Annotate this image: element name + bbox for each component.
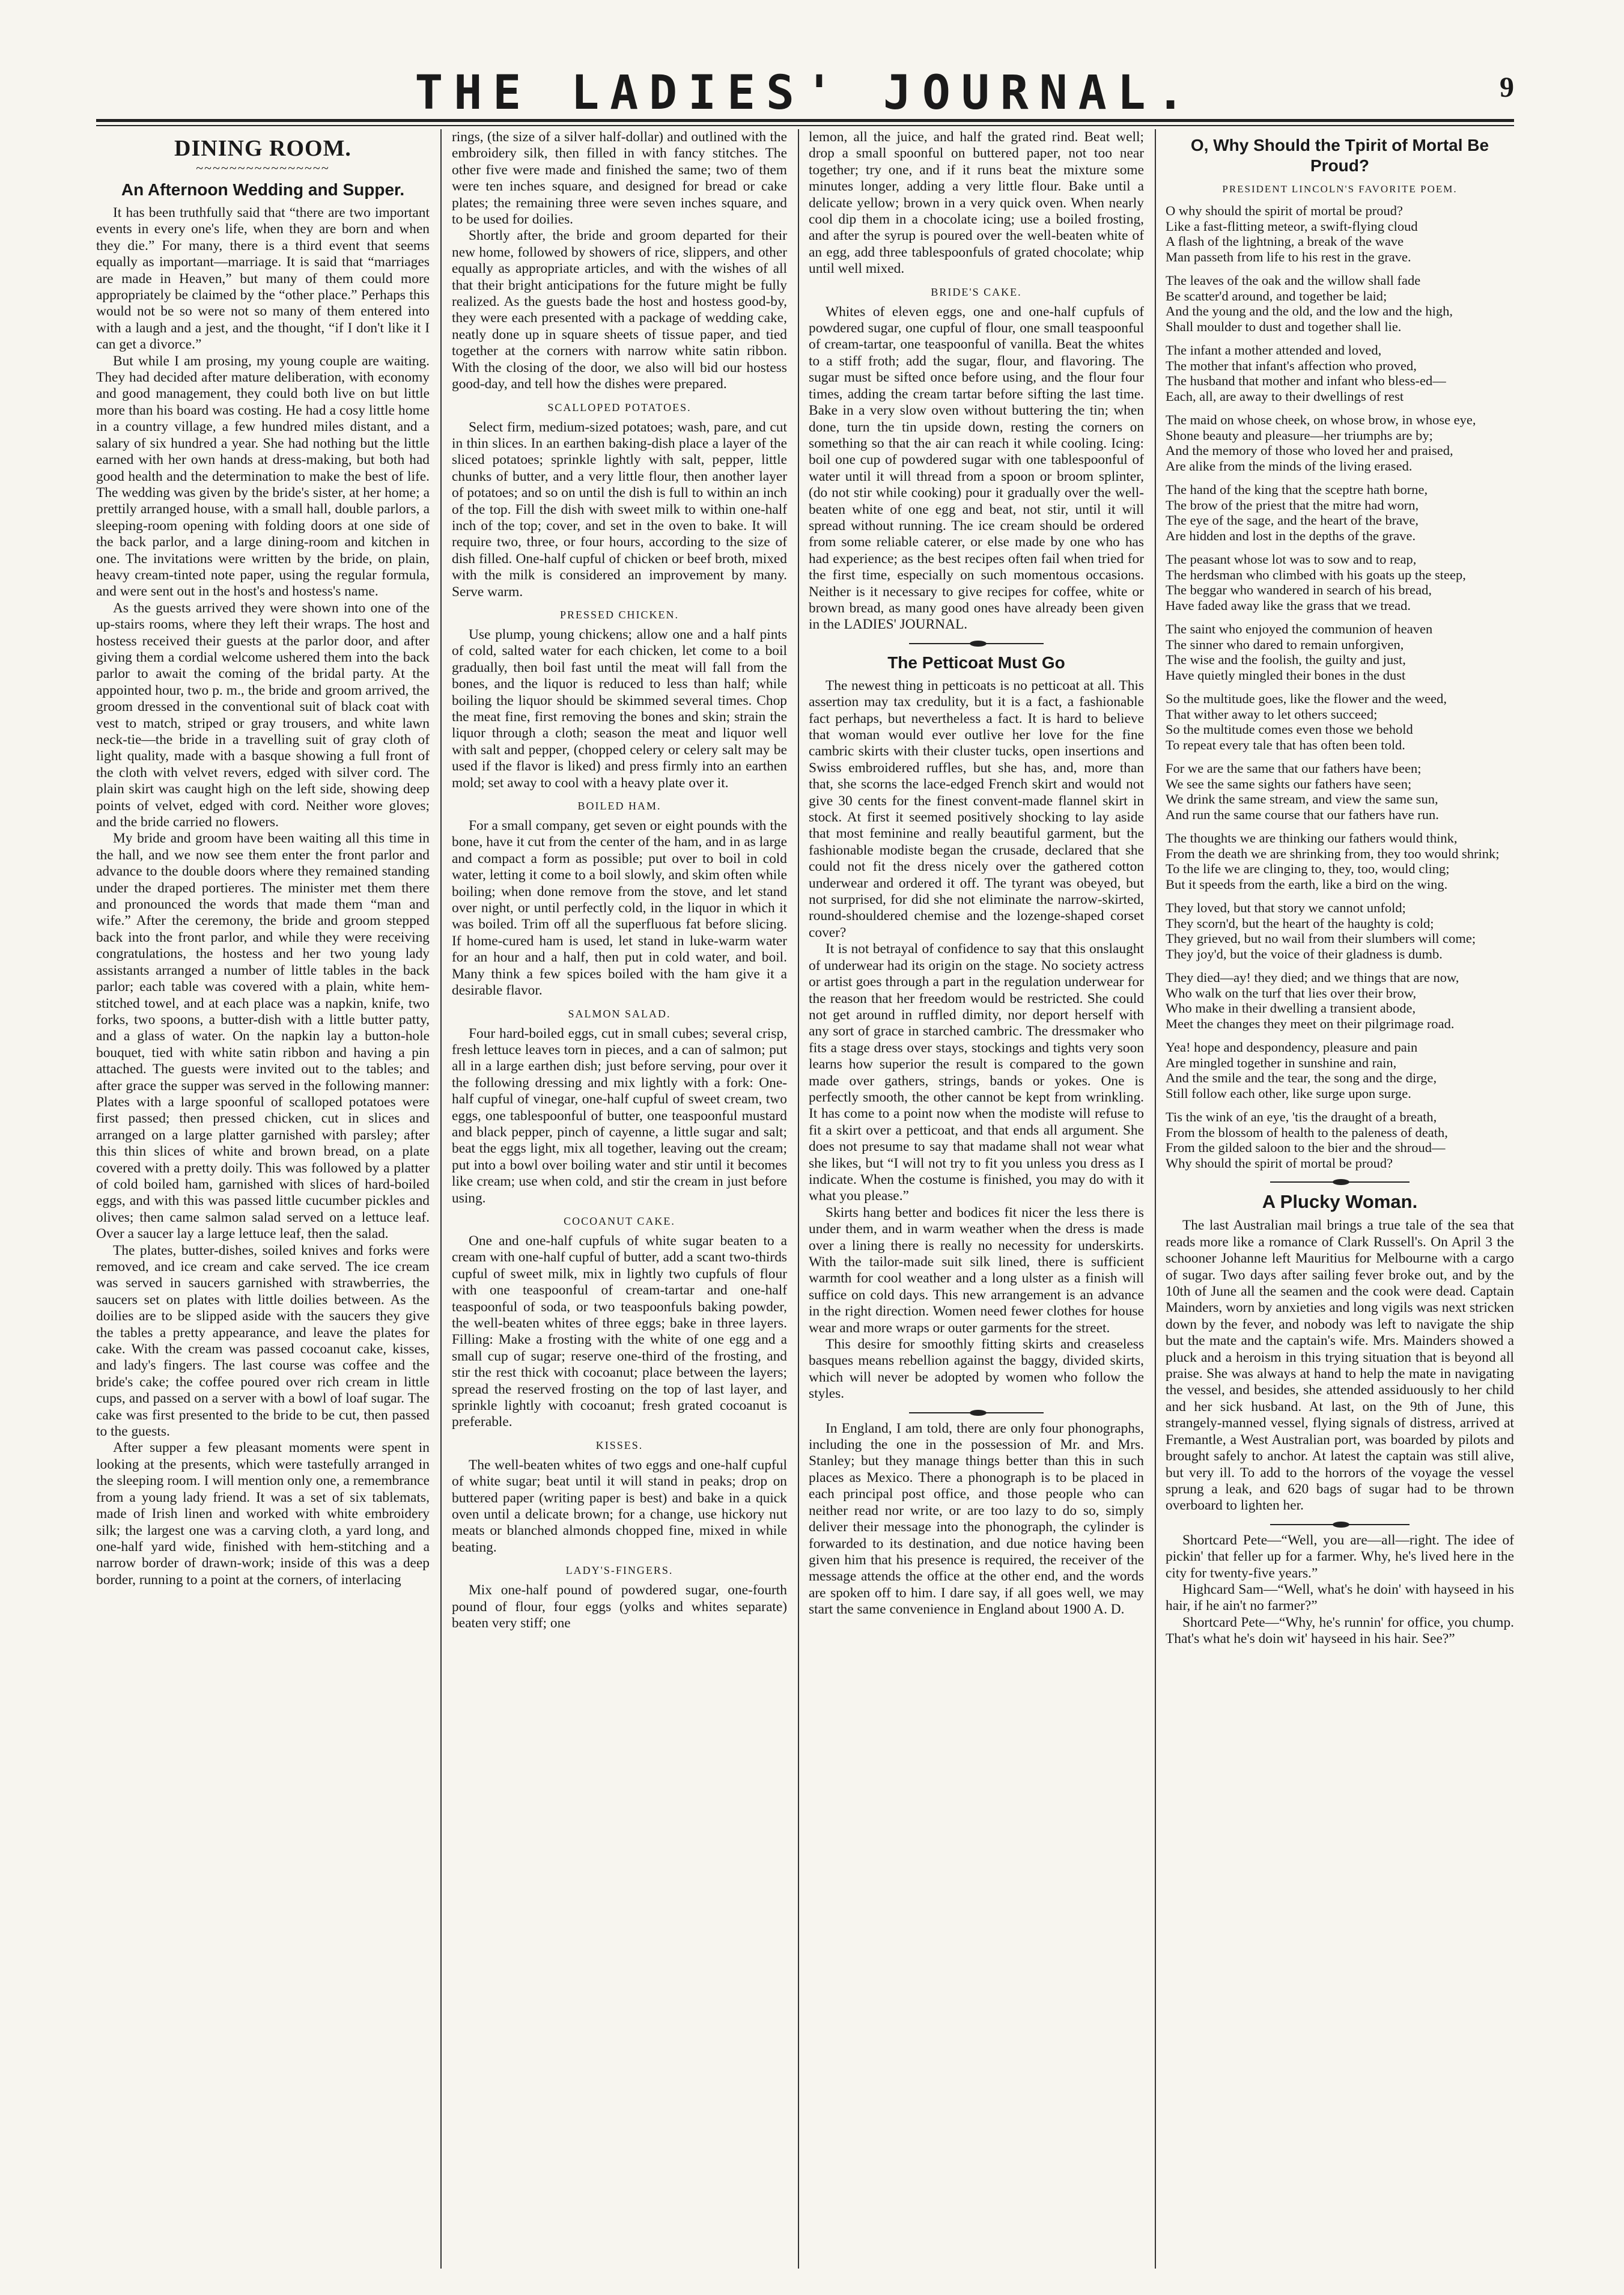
poem-stanza	[1166, 343, 1514, 404]
poem-line: Are hidden and lost in the depths of the grave.	[1166, 528, 1416, 543]
poem-line: And the smile and the tear, the song and the dirge,	[1166, 1070, 1437, 1086]
poem-line: And the young and the old, and the low and the high,	[1166, 303, 1453, 319]
poem-line: Why should the spirit of mortal be proud?	[1166, 1155, 1393, 1171]
recipe-title: SCALLOPED POTATOES.	[547, 401, 692, 413]
article-paragraph: Shortly after, the bride and groom departed for their new home, followed by showers of rice, slippers, and other equally as appropriate articles, and with the wishes of all that their bright anticipations for the future might be fully realized. As the guests bade the host and hostess good-by, they were each presented with a package of wedding cake, neatly done up in square sheets of tissue paper, and tied together at the corners with narrow white satin ribbon. With the closing of the door, we also will bid our hostess good-day, and tell how the dishes were prepared.	[452, 228, 787, 392]
poem-stanza	[1166, 621, 1514, 683]
poem-subtitle: PRESIDENT LINCOLN'S FAVORITE POEM.	[1222, 183, 1458, 195]
column-divider	[440, 129, 442, 2269]
poem-stanza	[1166, 1109, 1514, 1171]
poem-body	[1166, 203, 1514, 1171]
poem-line: The beggar who wandered in search of his bread,	[1166, 582, 1432, 598]
poem-stanza	[1166, 552, 1514, 613]
column-2	[452, 129, 787, 2269]
poem-stanza	[1166, 482, 1514, 543]
article-headline: A Plucky Woman.	[1262, 1191, 1418, 1213]
poem-line: Man passeth from life to his rest in the grave.	[1166, 249, 1411, 264]
poem-line: The infant a mother attended and loved,	[1166, 343, 1382, 358]
article-paragraph: lemon, all the juice, and half the grated rind. Beat well; drop a small spoonful on buttered paper, not too near together; try one, and if it runs beat the mixture some minutes longer, adding a very little flour. Bake until a delicate yellow; brown in a very quick oven. When nearly cool dip them in a chocolate icing; use a boiled frosting, and after the syrup is poured over the well-beaten white of an egg, add three tablespoonfuls of grated chocolate; whip until well mixed.	[809, 129, 1144, 277]
poem-line: Shone beauty and pleasure—her triumphs are by;	[1166, 427, 1433, 443]
poem-line: Each, all, are away to their dwellings of rest	[1166, 388, 1404, 404]
poem-line: For we are the same that our fathers have been;	[1166, 761, 1422, 776]
column-divider	[798, 129, 799, 2269]
article-paragraph: Skirts hang better and bodices fit nicer the less there is under them, and in warm weather when the dress is made over a lining there is really no necessity for underskirts. With the tailor-made suit silk lined, there is sufficient warmth for cool weather and a long ulster as a finish will suffice on cold days. This new arrangement is an advance in the right direction. Women need fewer clothes for house wear and more wraps or outer garments for the street.	[809, 1204, 1144, 1336]
poem-line: They loved, but that story we cannot unfold;	[1166, 900, 1406, 916]
section-divider	[1166, 1522, 1514, 1528]
article-paragraph: The plates, butter-dishes, soiled knives and forks were removed, and ice cream and cake served. The ice cream was served in saucers garnished with strawberries, the saucers set on plates with little doilies between. As the doilies are to be slipped aside with the saucers they give the tables a pretty appearance, and leave the plates for cake. With the cream was passed cocoanut cake, kisses, and lady's fingers. The last course was coffee and the bride's cake; the coffee poured over rich cream in little cups, and passed on a server with a bowl of loaf sugar. The cake was first presented to the bride to be cut, then passed to the guests.	[96, 1242, 430, 1440]
poem-line: The husband that mother and infant who bless-ed—	[1166, 373, 1446, 389]
poem-line: The maid on whose cheek, on whose brow, in whose eye,	[1166, 412, 1476, 428]
article-paragraph: It has been truthfully said that “there are two important events in every one's life, when they are born and when they die.” For many, there is a third event that seems equally as important—marriage. It is said that “marriages are made in Heaven,” but many of them could more appropriately be claimed by the “other place.” Perhaps this would not be so were not so many of them entered into with a laugh and a jest, and the thought, “if I don't like it I can get a divorce.”	[96, 205, 430, 353]
dialogue-line: Shortcard Pete—“Why, he's runnin' for office, you chump. That's what he's doin wit' hayseed in his hair. See?”	[1166, 1614, 1514, 1647]
recipe-text: Use plump, young chickens; allow one and a half pints of cold, salted water for each chicken, let come to a boil gradually, then boil fast until the meat will fall from the bones, and the liquor is reduced to less than half; while boiling the liquor should be skimmed several times. Chop the meat fine, first removing the bones and skin; strain the liquor through a cloth; season the meat and liquor well with salt and pepper, (chopped celery or celery salt may be used if the flavor is liked) and press firmly into an earthen mold; set away to cool with a heavy plate over it.	[452, 626, 787, 791]
heading-ornament: ~~~~~~~~~~~~~~~~	[196, 160, 330, 175]
poem-line: That wither away to let others succeed;	[1166, 706, 1378, 722]
poem-line: Who walk on the turf that lies over their brow,	[1166, 985, 1417, 1001]
masthead	[96, 66, 1514, 120]
poem-line: Meet the changes they meet on their pilgrimage road.	[1166, 1016, 1455, 1031]
recipe-title: PRESSED CHICKEN.	[559, 608, 680, 621]
recipe-text: Mix one-half pound of powdered sugar, one-fourth pound of flour, four eggs (yolks and whites separate) beaten very stiff; one	[452, 1582, 787, 1632]
column-1	[96, 129, 430, 2269]
article-paragraph: My bride and groom have been waiting all this time in the hall, and we now see them enter the front parlor and advance to the double doors where they remained standing under the draped portieres. The minister met them there and pronounced the words that made them “man and wife.” After the ceremony, the bride and groom stepped back into the front parlor, and while they were receiving congratulations, the hostess and her two young lady assistants arranged a number of little tables in the back parlor; each table was covered with a plain, white hem-stitched towel, and at each place was a napkin, knife, two forks, two spoons, a butter-dish with a little butter patty, and a glass of water. On the napkin lay a button-hole bouquet, tied with white satin ribbon and having a pin attached. The guests were invited out to the tables; and after grace the supper was served in the following manner: Plates with a large spoonful of scalloped potatoes were first passed; then pressed chicken, cut in slices and arranged on a large platter garnished with parsley; after this thin slices of white and brown bread, on a plate covered with a pretty doily. This was followed by a platter of cold boiled ham, garnished with slices of hard-boiled eggs, and with this was passed little cucumber pickles and olives; then came salmon salad served on a lettuce leaf. Over a saucer lay a large lettuce leaf, then the salad.	[96, 831, 430, 1242]
masthead-rule	[96, 119, 1514, 122]
poem-line: From the gilded saloon to the bier and the shroud—	[1166, 1140, 1446, 1156]
poem-stanza	[1166, 761, 1514, 822]
poem-line: So the multitude goes, like the flower and the weed,	[1166, 691, 1447, 707]
poem-line: They died—ay! they died; and we things that are now,	[1166, 970, 1459, 986]
poem-line: From the death we are shrinking from, they too would shrink;	[1166, 846, 1500, 861]
poem-line: So the multitude comes even those we behold	[1166, 722, 1413, 737]
masthead-rule-thin	[96, 125, 1514, 126]
article-paragraph: After supper a few pleasant moments were spent in looking at the presents, which were tastefully arranged in the sleeping room. I will mention only one, a remembrance from a young lady friend. It was a set of six tablemats, made of Irish linen and worked with white embroidery silk; the largest one was a carving cloth, a yard long, and one-half yard wide, finished with hem-stitching and a narrow border of drawn-work; inside of this was a deep border, running to a point at the corners, of interlacing	[96, 1440, 430, 1588]
poem-line: The herdsman who climbed with his goats up the steep,	[1166, 567, 1466, 582]
poem-line: The saint who enjoyed the communion of heaven	[1166, 621, 1433, 637]
poem-line: Still follow each other, like surge upon surge.	[1166, 1085, 1411, 1101]
department-heading: DINING ROOM.	[174, 136, 351, 161]
poem-stanza	[1166, 831, 1514, 892]
column-4	[1166, 129, 1514, 2269]
poem-stanza	[1166, 273, 1514, 334]
poem-line: We drink the same stream, and view the same sun,	[1166, 791, 1438, 807]
poem-line: The mother that infant's affection who proved,	[1166, 358, 1417, 373]
dialogue-joke	[1166, 1532, 1514, 1648]
poem-line: They joy'd, but the voice of their gladness is dumb.	[1166, 946, 1443, 962]
article-paragraph: The last Australian mail brings a true tale of the sea that reads more like a romance of Clark Russell's. On April 3 the schooner Johanne left Mauritius for Melbourne with a cargo of sugar. Two days after sailing fever broke out, and by the 10th of June all the seamen and the cook were dead. Captain Mainders, worn by anxieties and long vigils was next stricken down by the fever, and nobody was left to navigate the ship but the mate and the captain's wife. Mrs. Mainders showed a pluck and a heroism in this trying situation that is beyond all praise. She was always at hand to help the mate in navigating the vessel, and besides, she attended assiduously to her child and her sick husband. At last, on the 9th of June, this strangely-manned vessel, flying signals of distress, arrived at Fremantle, a West Australian port, was boarded by pilots and brought safely to anchor. At latest the captain was still alive, but very ill. To add to the horrors of the voyage the vessel sprung a leak, and 620 bags of sugar had to be thrown overboard to lighten her.	[1166, 1218, 1514, 1514]
poem-line: Shall moulder to dust and together shall lie.	[1166, 318, 1402, 334]
poem-line: The wise and the foolish, the guilty and just,	[1166, 652, 1406, 668]
recipe-text: For a small company, get seven or eight pounds with the bone, have it cut from the center of the ham, and in as large and compact a form as possible; put over to boil in cold water, letting it come to a boil slowly, and skim often while boiling; when done remove from the stove, and let stand over night, or until perfectly cold, in the liquor in which it was boiled. Trim off all the superfluous fat before slicing. If home-cured ham is used, let stand in luke-warm water for an hour and a half, then put in cold water, and boil. Many think a few spices boiled with the ham give it a desirable flavor.	[452, 818, 787, 999]
poem-line: The thoughts we are thinking our fathers would think,	[1166, 831, 1458, 846]
recipe-text: Select firm, medium-sized potatoes; wash, pare, and cut in thin slices. In an earthen baking-dish place a layer of the sliced potatoes; sprinkle lightly with salt, pepper, little chunks of butter, and a very little flour, then another layer of potatoes; and so on until the dish is full to within an inch of the top. Fill the dish with sweet milk to within one-half inch of the top; cover, and set in the oven to bake. It will require two, three, or four hours, according to the size of dish filled. One-half cupful of chicken or beef broth, mixed with the milk is considered an improvement by many. Serve warm.	[452, 419, 787, 600]
article-paragraph: As the guests arrived they were shown into one of the up-stairs rooms, where they left their wraps. The host and hostess received their guests at the parlor door, and after giving them a cordial welcome ushered them into the back parlor to await the coming of the bridal party. At the appointed hour, two p. m., the bride and groom arrived, the groom dressed in the conventional suit of black coat with vest to match, striped or gray trousers, and white lawn neck-tie—the bride in a travelling suit of gray cloth of light quality, made with a basque showing a full front of the cloth with velvet revers, edged with silver cord. The plain skirt was caught high on the left side, showing deep points of velvet, edged with cord. Neither wore gloves; and the bride carried no flowers.	[96, 600, 430, 831]
recipe-title: LADY'S-FINGERS.	[565, 1564, 674, 1577]
poem-line: From the blossom of health to the paleness of death,	[1166, 1124, 1448, 1140]
article-paragraph: In England, I am told, there are only four phonographs, including the one in the possession of Mr. and Mrs. Stanley; but they manage things better than this in such places as Mexico. There a phonograph is to be placed in each principal post office, and those people who can neither read nor write, or are too lazy to do so, simply deliver their message into the phonograph, the cylinder is forwarded to its destination, and due notice having been given him that his presence is required, the receiver of the message attends the office at the other end, and the words are spoken off to him. I dare say, if all goes well, we may start the same convenience in England about 1900 A. D.	[809, 1420, 1144, 1618]
poem-line: And the memory of those who loved her and praised,	[1166, 443, 1453, 459]
dialogue-line: Highcard Sam—“Well, what's he doin' with hayseed in his hair, if he ain't no farmer?”	[1166, 1581, 1514, 1614]
recipe-text: Four hard-boiled eggs, cut in small cubes; several crisp, fresh lettuce leaves torn in pieces, and a can of salmon; put all in a large earthen dish; just before serving, pour over it the following dressing and mix lightly with a fork: One-half cupful of vinegar, one-half cupful of sweet cream, two eggs, one tablespoonful of butter, one teaspoonful mustard and black pepper, pinch of cayenne, a little sugar and salt; beat the eggs light, mix all together, leaving out the cream; put into a bowl over boiling water and stir until it becomes like cream; use when cold, and stir the cream in just before using.	[452, 1025, 787, 1206]
recipe-text: The well-beaten whites of two eggs and one-half cupful of white sugar; beat until it will stand in peaks; drop on buttered paper (writing paper is best) and bake in a quick oven until a delicate brown; for a change, use hickory nut meats or blanched almonds chopped fine, mixed in while beating.	[452, 1457, 787, 1555]
article-paragraph: It is not betrayal of confidence to say that this onslaught of underwear had its origin on the stage. No society actress or artist goes through a part in the regulation underwear for the reason that her freedom would be restricted. She could not get around in ruffled dimity, nor deport herself with any sort of grace in starched cambric. The dressmaker who fits a stage dress over stays, stockings and tights very soon learns how superior the result is compared to the gown made over gathers, strings, bands or yokes. One is perfectly smooth, the other cannot be kept from wrinkling. It has come to a point now when the modiste will refuse to fit a skirt over a petticoat, and that ends all argument. She does not presume to say that madame shall not wear what she likes, but “I will not try to fit you unless you dress as I indicate. When the costume is finished, you may do with it what you please.”	[809, 941, 1144, 1204]
recipe-title: KISSES.	[595, 1439, 643, 1451]
poem-line: The sinner who dared to remain unforgiven,	[1166, 636, 1404, 652]
poem-stanza	[1166, 203, 1514, 264]
poem-line: Like a fast-flitting meteor, a swift-flying cloud	[1166, 218, 1418, 234]
poem-line: They scorn'd, but the heart of the haughty is cold;	[1166, 915, 1434, 931]
poem-stanza	[1166, 691, 1514, 752]
poem-line: The leaves of the oak and the willow shall fade	[1166, 273, 1421, 288]
page-number: 9	[1500, 72, 1514, 103]
column-divider	[1155, 129, 1156, 2269]
poem-line: A flash of the lightning, a break of the wave	[1166, 234, 1404, 249]
recipe-text: Whites of eleven eggs, one and one-half cupfuls of powdered sugar, one cupful of flour, one small teaspoonful of cream-tartar, one teaspoonful of vanilla. Beat the whites to a stiff froth; add the sugar, flour, and flavoring. The sugar must be sifted once before using, and the flour four times, adding the cream tartar before sifting the last time. Bake in a very slow oven without buttering the tin; when done, turn the tin upside down, resting the corners on something so that the air can reach it while cooling. Icing: boil one cup of powdered sugar with one tablespoonful of water until it will thread from a spoon or broom splinter, (do not stir while cooking) pour it gradually over the well-beaten white of one egg and beat, not stir, until it will spread without running. The ice cream should be ordered from some reliable caterer, or else made by one who has had experience; as the best recipes often fail when tried for the first time, especially on such momentous occasions. Neither is it necessary to give recipes for coffee, white or brown bread, as many good ones have already been given in the LADIES' JOURNAL.	[809, 303, 1144, 633]
dialogue-line: Shortcard Pete—“Well, you are—all—right. The idee of pickin' that feller up for a farmer. Why, he's lived here in the city for twenty-five years.”	[1166, 1532, 1514, 1581]
poem-stanza	[1166, 1040, 1514, 1101]
article-paragraph: This desire for smoothly fitting skirts and creaseless basques means rebellion against the baggy, divided skirts, which will never be adopted by women who follow the styles.	[809, 1336, 1144, 1402]
recipe-title: BOILED HAM.	[577, 800, 661, 812]
poem-line: Who make in their dwelling a transient abode,	[1166, 1001, 1416, 1016]
poem-line: To repeat every tale that has often been told.	[1166, 737, 1405, 752]
poem-line: We see the same sights our fathers have seen;	[1166, 776, 1412, 791]
poem-stanza	[1166, 970, 1514, 1031]
newspaper-title: THE LADIES' JOURNAL.	[415, 66, 1196, 120]
section-divider	[1166, 1179, 1514, 1185]
poem-stanza	[1166, 412, 1514, 474]
poem-line: Tis the wink of an eye, 'tis the draught of a breath,	[1166, 1109, 1437, 1125]
poem-line: And run the same course that our fathers have run.	[1166, 806, 1439, 822]
poem-line: But it speeds from the earth, like a bird on the wing.	[1166, 876, 1448, 892]
recipe-title: BRIDE'S CAKE.	[931, 285, 1022, 298]
poem-line: They grieved, but no wail from their slumbers will come;	[1166, 931, 1476, 946]
article-paragraph: But while I am prosing, my young couple are waiting. They had decided after mature deliberation, with economy and good management, they could both live on but little more than his board was costing. He had a cosy little home in a country village, a few hundred miles distant, and a salary of six hundred a year. She had nothing but the little earned with her own hands at dress-making, but both had good health and the determination to make the best of life. The wedding was given by the bride's sister, at her home; a prettily arranged house, with a small hall, double parlors, a sleeping-room opening with folding doors at one side of the back parlor, and a large dining-room and kitchen in one. The invitations were written by the bride, on plain, heavy cream-tinted note paper, using the regular formula, and were sent out in the host's and hostess's name.	[96, 353, 430, 600]
poem-stanza	[1166, 900, 1514, 962]
article-paragraph: The newest thing in petticoats is no petticoat at all. This assertion may tax credulity, but it is a fact, a fashionable fact perhaps, but nevertheless a fact. It is hard to believe that woman would ever outlive her love for the fine cambric skirts with their cluster tucks, open insertions and Swiss embroidered ruffles, but she has, and, more than that, she scorns the lace-edged French skirt and would not give 30 cents for the finest convent-made flannel skirt in stock. At first it seemed positively shocking to lay aside that most feminine and really beautiful garment, but the fashionable modiste began the crusade, declared that she could not fit the dress nicely over the gathered cotton underwear and ordered it off. The tyrant was obeyed, but not surprised, for did she not eliminate the narrow-skirted, round-shouldered chemise and the lozenge-shaped corset cover?	[809, 677, 1144, 940]
poem-line: O why should the spirit of mortal be proud?	[1166, 203, 1403, 219]
column-3	[809, 129, 1144, 2269]
poem-line: Be scatter'd around, and together be laid;	[1166, 288, 1387, 303]
article-headline: An Afternoon Wedding and Supper.	[121, 180, 405, 199]
poem-line: The brow of the priest that the mitre had worn,	[1166, 497, 1419, 513]
section-divider	[809, 641, 1144, 647]
poem-title: O, Why Should the Tpirit of Mortal Be Proud?	[1190, 136, 1489, 175]
recipe-title: COCOANUT CAKE.	[564, 1215, 675, 1227]
poem-line: The hand of the king that the sceptre hath borne,	[1166, 482, 1428, 498]
article-headline: The Petticoat Must Go	[887, 653, 1065, 672]
section-divider	[809, 1410, 1144, 1416]
poem-line: To the life we are clinging to, they, too, would cling;	[1166, 861, 1450, 877]
recipe-title: SALMON SALAD.	[568, 1007, 671, 1020]
recipe-text: One and one-half cupfuls of white sugar beaten to a cream with one-half cupful of butter, add a scant two-thirds cupful of sweet milk, mix in lightly two cupfuls of flour with one teaspoonful of cream-tartar and one-half teaspoonful of soda, or two teaspoonfuls baking powder, the well-beaten whites of three eggs; bake in three layers. Filling: Make a frosting with the white of one egg and a small cup of sugar; reserve one-third of the frosting, and stir the rest thick with cocoanut; place between the layers; spread the reserved frosting on the top of last layer, and sprinkle lightly with cocoanut; fresh grated cocoanut is preferable.	[452, 1233, 787, 1430]
poem-line: The eye of the sage, and the heart of the brave,	[1166, 513, 1419, 528]
poem-line: Are alike from the minds of the living erased.	[1166, 458, 1413, 474]
poem-line: Have quietly mingled their bones in the dust	[1166, 667, 1406, 683]
poem-line: Have faded away like the grass that we tread.	[1166, 597, 1411, 613]
poem-line: Yea! hope and despondency, pleasure and pain	[1166, 1040, 1418, 1055]
article-paragraph: rings, (the size of a silver half-dollar) and outlined with the embroidery silk, then filled in with fancy stitches. The other five were made and finished the same; two of them were ten inches square, and designed for bread or cake plates; the remaining three were seven inches square, and to be used for doilies.	[452, 129, 787, 228]
poem-line: Are mingled together in sunshine and rain,	[1166, 1055, 1397, 1070]
poem-line: The peasant whose lot was to sow and to reap,	[1166, 552, 1417, 567]
